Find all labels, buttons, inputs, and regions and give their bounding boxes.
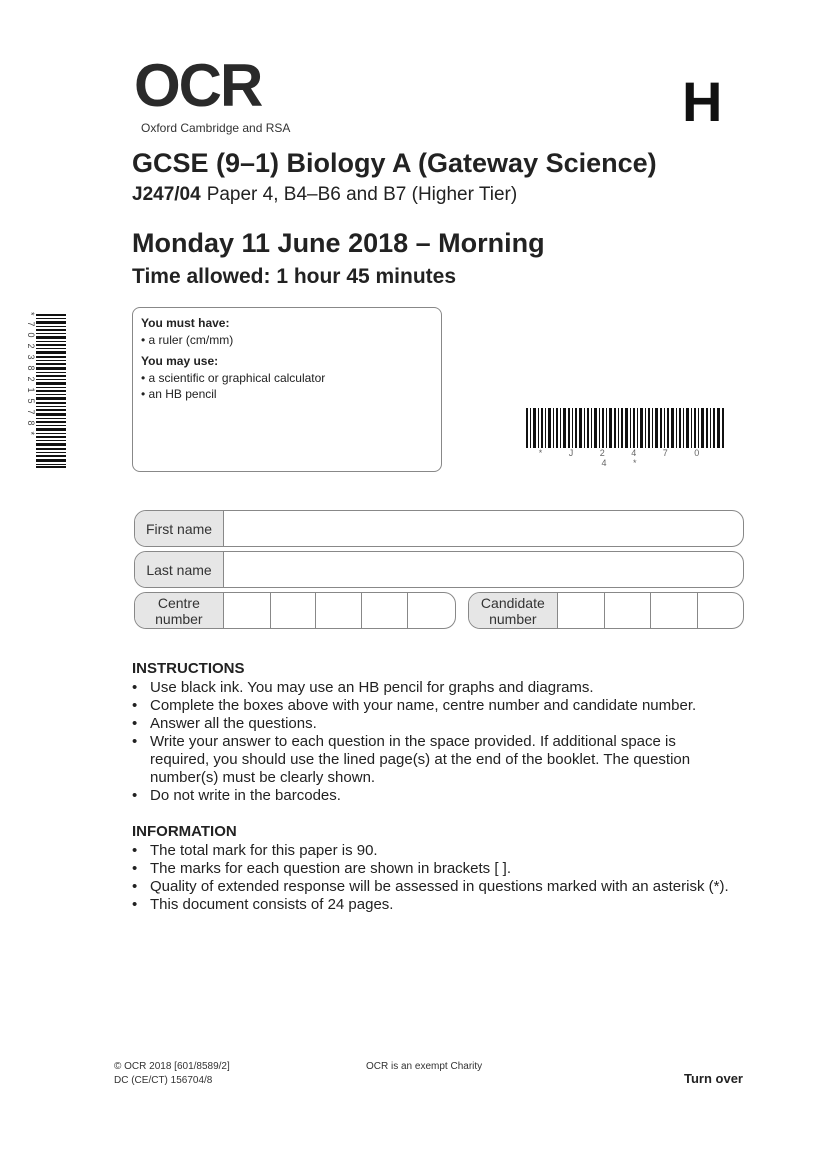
instruction-item: • Use black ink. You may use an HB pencil for graphs and diagrams.	[130, 679, 750, 697]
centre-number-digit[interactable]	[316, 593, 362, 628]
information-item: • The marks for each question are shown in brackets [ ].	[130, 860, 760, 878]
instruction-item: • Answer all the questions.	[130, 715, 750, 733]
information-item: • This document consists of 24 pages.	[130, 896, 760, 914]
ocr-logo-subtitle: Oxford Cambridge and RSA	[141, 121, 291, 135]
last-name-row	[134, 551, 744, 588]
centre-number-digit[interactable]	[271, 593, 317, 628]
turn-over-label: Turn over	[684, 1071, 743, 1086]
candidate-number-digit[interactable]	[605, 593, 652, 628]
paper-description: Paper 4, B4–B6 and B7 (Higher Tier)	[206, 184, 518, 205]
paper-barcode	[526, 408, 724, 448]
paper-code: J247/04	[132, 184, 201, 205]
information-heading: INFORMATION	[132, 823, 237, 840]
may-use-item: • an HB pencil	[141, 386, 433, 402]
must-have-item: • a ruler (cm/mm)	[141, 332, 433, 348]
centre-number-digit[interactable]	[224, 593, 271, 628]
copyright-line: © OCR 2018 [601/8589/2]	[114, 1061, 230, 1072]
exam-date: Monday 11 June 2018 – Morning	[132, 228, 545, 258]
candidate-number-row	[468, 592, 744, 629]
may-use-item: • a scientific or graphical calculator	[141, 370, 433, 386]
candidate-number-digit[interactable]	[558, 593, 605, 628]
instructions-list	[130, 679, 750, 805]
last-name-label: Last name	[135, 552, 224, 587]
requirements-box	[132, 307, 442, 472]
information-item: • The total mark for this paper is 90.	[130, 842, 760, 860]
ocr-logo: OCR	[134, 52, 262, 119]
may-use-heading: You may use:	[141, 354, 219, 368]
side-barcode-digits: *7023821578*	[26, 312, 36, 442]
candidate-label-line1: Candidate	[480, 594, 545, 611]
centre-number-label	[135, 593, 224, 628]
side-barcode	[36, 312, 66, 469]
centre-label-line1: Centre	[157, 594, 200, 611]
candidate-number-label	[469, 593, 558, 628]
time-allowed: Time allowed: 1 hour 45 minutes	[132, 265, 457, 288]
centre-number-row	[134, 592, 456, 629]
instruction-item: • Write your answer to each question in the space provided. If additional space is required, you should use the lined page(s) at the end of the booklet. The question number(s) must be clearly shown.	[130, 733, 750, 787]
tier-letter: H	[682, 70, 723, 133]
paper-title: GCSE (9–1) Biology A (Gateway Science)	[132, 148, 657, 178]
instructions-heading: INSTRUCTIONS	[132, 660, 245, 677]
candidate-number-digit[interactable]	[698, 593, 743, 628]
information-list	[130, 842, 760, 914]
last-name-field[interactable]	[224, 552, 743, 587]
first-name-row	[134, 510, 744, 547]
instruction-item: • Complete the boxes above with your name, centre number and candidate number.	[130, 697, 750, 715]
charity-note: OCR is an exempt Charity	[366, 1061, 483, 1072]
paper-barcode-digits: * J 2 4 7 0 4 *	[538, 448, 712, 468]
first-name-label: First name	[135, 511, 224, 546]
candidate-number-digit[interactable]	[651, 593, 698, 628]
must-have-heading: You must have:	[141, 316, 230, 330]
centre-number-digit[interactable]	[362, 593, 408, 628]
paper-code-line	[132, 184, 517, 206]
centre-number-digit[interactable]	[408, 593, 455, 628]
information-item: • Quality of extended response will be assessed in questions marked with an asterisk (*).	[130, 878, 760, 896]
dc-code: DC (CE/CT) 156704/8	[114, 1075, 213, 1086]
candidate-label-line2: number	[489, 610, 537, 627]
centre-label-line2: number	[155, 610, 203, 627]
first-name-field[interactable]	[224, 511, 743, 546]
instruction-item: • Do not write in the barcodes.	[130, 787, 750, 805]
